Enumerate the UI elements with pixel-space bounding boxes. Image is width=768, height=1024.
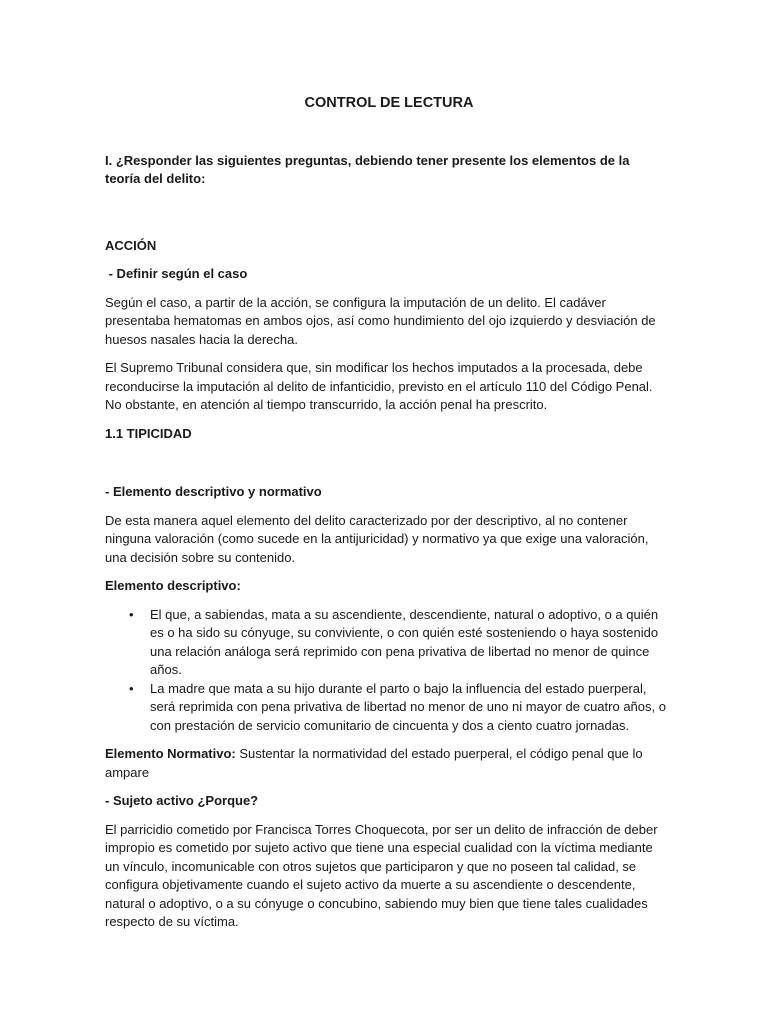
list-item: [129, 606, 668, 680]
sujeto-activo-paragraph: El parricidio cometido por Francisca Torres Choquecota, por ser un delito de infracción de deber impropio es cometido por sujeto activo que tiene una especial cualidad con la víctima mediante un vínculo, incomunicable con otros sujetos que participaron y que no poseen tal calidad, se configura objetivamente cuando el sujeto activo da muerte a su ascendiente o descendente, natural o adoptivo, o a su cónyuge o concubino, sabiendo muy bien que tiene tales cualidades respecto de su víctima.: [105, 821, 658, 929]
list-item-text: La madre que mata a su hijo durante el parto o bajo la influencia del estado puerperal, será reprimida con pena privativa de libertad no menor de uno ni mayor de cuatro años, o con prestación de servicio comunitario de cincuenta y dos a ciento cuatro jornadas.: [150, 680, 666, 733]
accion-subheading: - Definir según el caso: [105, 266, 248, 281]
tipicidad-paragraph: De esta manera aquel elemento del delito caracterizado por der descriptivo, al no contener ninguna valoración (como sucede en la antijuricidad) y normativo ya que exige una valoración, una decisión sobre su contenido.: [105, 512, 649, 565]
bullet-icon: •: [129, 680, 134, 696]
list-item: [129, 680, 668, 736]
sujeto-activo-heading: - Sujeto activo ¿Porque?: [105, 793, 259, 808]
bullet-icon: •: [129, 606, 134, 622]
accion-heading: ACCIÓN: [105, 237, 157, 253]
descriptivo-list: [105, 606, 668, 736]
tipicidad-heading: 1.1 TIPICIDAD: [105, 425, 192, 441]
accion-paragraph-1: Según el caso, a partir de la acción, se configura la imputación de un delito. El cadáver presentaba hematomas en ambos ojos, así como hundimiento del ojo izquierdo y desviación de huesos nasales hacia la derecha.: [105, 294, 656, 347]
elemento-descriptivo-normativo-heading: - Elemento descriptivo y normativo: [105, 484, 322, 499]
elemento-normativo-paragraph: [105, 745, 668, 782]
elemento-normativo-text: Sustentar la normatividad del estado puerperal, el código penal que lo ampare: [105, 746, 643, 780]
elemento-normativo-label: Elemento Normativo:: [105, 746, 236, 761]
list-item-text: El que, a sabiendas, mata a su ascendiente, descendiente, natural o adoptivo, o a quién es o ha sido su cónyuge, su conviviente, o con quién esté sosteniendo o haya sostenido una relación análoga será reprimido con pena privativa de libertad no menor de quince años.: [150, 606, 659, 677]
question-text: I. ¿Responder las siguientes preguntas, debiendo tener presente los elementos de la teoría del delito:: [105, 152, 630, 186]
document-title: CONTROL DE LECTURA: [304, 95, 474, 111]
elemento-descriptivo-heading: Elemento descriptivo:: [105, 578, 241, 593]
accion-paragraph-2: El Supremo Tribunal considera que, sin modificar los hechos imputados a la procesada, debe reconducirse la imputación al delito de infanticidio, previsto en el artículo 110 del Código Penal. No obstante, en atención al tiempo transcurrido, la acción penal ha prescrito.: [105, 360, 653, 412]
